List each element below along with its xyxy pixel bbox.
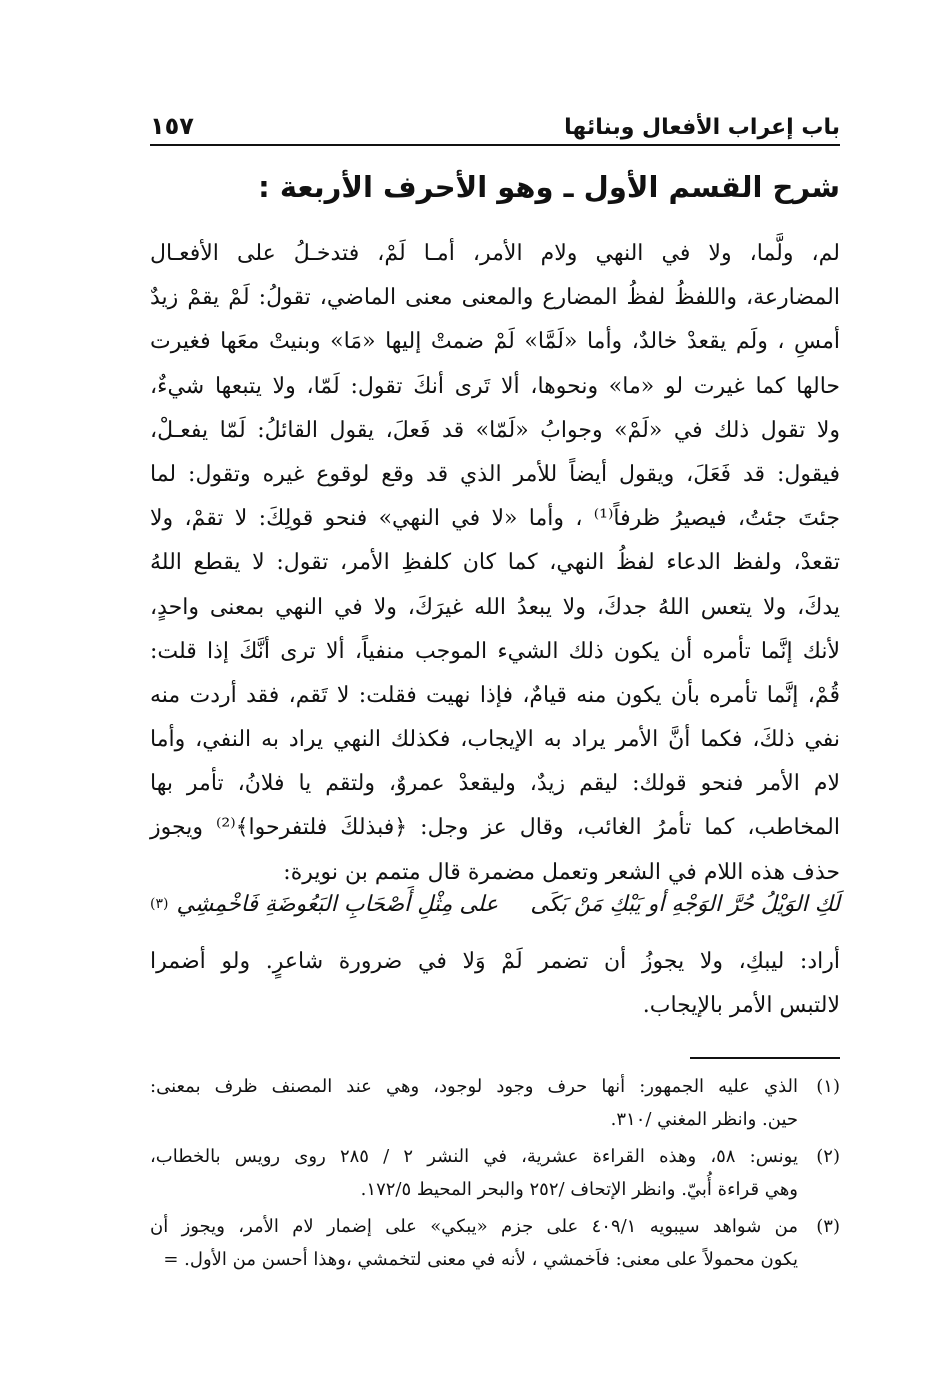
paragraph-line: المضارعة، واللفظُ لفظُ المضارع والمعنى معنى الماضي، تقولُ: لَمْ يقمْ زيدٌ (150, 285, 840, 311)
paragraph-line: لالتبس الأمر بالإيجاب. (642, 993, 840, 1019)
paragraph-line: تقعدْ، ولفظ الدعاء لفظُ النهي، كما كان كلفظِ الأمر، تقول: لا يقطع اللهُ (150, 550, 840, 576)
paragraph-line: أراد: ليبكِ، ولا يجوزُ أن تضمر لَمْ وَلا في ضرورة شاعرٍ. ولو أضمرا (150, 949, 840, 974)
paragraph-line: لام الأمر فنحو قولك: ليقم زيدٌ، وليقعدْ عمروٌ، ولتقم يا فلانُ، تأمر بها (150, 771, 840, 797)
paragraph-line: أمسِ ، ولَم يقعدْ خالدٌ، وأما «لَمَّا» لَمْ ضمتْ إليها «مَا» وبنيتْ معَها فغيرت (150, 329, 840, 355)
paragraph-line: نفي ذلكَ، فكما أنَّ الأمر يراد به الإيجاب، فكذلك النهي يراد به النفي، وأما (150, 727, 840, 753)
footnote-number: (٢) (816, 1146, 840, 1167)
footnote-text (150, 1210, 798, 1276)
footnote-text (150, 1070, 798, 1136)
running-title: باب إعراب الأفعال وبنائها (564, 115, 840, 140)
closing-paragraph (150, 940, 840, 1028)
section-heading: شرح القسم الأول ـ وهو الأحرف الأربعة : (258, 170, 840, 204)
footnotes (150, 1070, 840, 1280)
paragraph-line: حالها كما غيرت لو «ما» ونحوها، ألا تَرى أنكَ تقول: لَمّا، ولا يتبعها شيءٌ، (150, 373, 840, 399)
footnote-line: يكون محمولاً على معنى: فاَخمشي ، لأنه في معنى لتخمشي ،وهذا أحسن من الأول. = (163, 1249, 798, 1270)
paragraph-line: لأنك إنَّما تأمره أن يكون ذلك الشيء الموجب منفياً، ألا ترى أنَّكَ إذا قلت: (150, 638, 840, 664)
footnote (150, 1210, 840, 1276)
footnote-line: وهي قراءة أُبيّ. وانظر الإتحاف /٢٥٢ والبحر المحيط ١٧٢/٥. (360, 1179, 798, 1200)
verse-first-hemistich: لَكِ الوَيْلُ حُرَّ الوَجْهِ أو يَبْكِ مَنْ بَكَى (530, 891, 840, 917)
paragraph-line: لم، ولَّما، ولا في النهي ولام الأمر، أمـا لَمْ، فتدخـلُ على الأفعـال (150, 241, 841, 266)
page-number: ١٥٧ (150, 112, 194, 140)
footnote-line: حين. وانظر المغني /٣١٠. (610, 1109, 798, 1130)
verse-second-hemistich: على مِثْلِ أَصْحَابِ البَعُوضَةِ فَاخْمِشِي (176, 891, 499, 917)
paragraph-line: حذف هذه اللام في الشعر وتعمل مضمرة قال متمم بن نويرة: (283, 859, 840, 885)
paragraph-line: ولا تقول ذلك في «لَمْ» وجوابُ «لَمّا» قد فَعلَ، يقول القائلُ: لَمّا يفعـلْ، (150, 417, 840, 443)
poetry-verse (150, 882, 840, 926)
footnote-line: يونس: ٥٨، وهذه القراءة عشرية، في النشر ٢ / ٢٨٥ روى رويس بالخطاب، (150, 1146, 798, 1167)
footnote-line: من شواهد سيبويه ٤٠٩/١ على جزم «يبكي» على إضمار لام الأمر، ويجوز أن (150, 1216, 798, 1237)
paragraph-line: المخاطب، كما تأمرُ الغائب، وقال عز وجل: ﴿فبذلكَ فلتفرحوا﴾⁽²⁾ ويجوز (150, 815, 840, 841)
footnote (150, 1070, 840, 1136)
footnote-number: (٣) (816, 1216, 840, 1237)
verse-second-hemistich-group (150, 892, 498, 917)
running-head (150, 112, 840, 146)
paragraph-line: فيقول: قد فَعَلَ، ويقول أيضاً للأمر الذي قد وقع لوقوع غيره وتقول: لما (150, 461, 840, 487)
footnote-number: (١) (816, 1076, 840, 1097)
footnote-line: الذي عليه الجمهور: أنها حرف وجود لوجود، وهي عند المصنف ظرف بمعنى: (150, 1076, 799, 1097)
paragraph-line: قُمْ، إنَّما تأمره بأن يكون منه قيامٌ، فإذا نهيت فقلت: لا تَقم، فقد أردت منه (150, 682, 840, 708)
footnote-text (150, 1140, 798, 1206)
main-paragraph (150, 232, 840, 895)
footnote-marker: (٣) (150, 896, 169, 912)
paragraph-line: جئتَ جئتُ، فيصيرُ ظرفاً⁽¹⁾ ، وأما «لا في النهي» فنحو قولِكَ: لا تقمْ، ولا (150, 506, 840, 532)
paragraph-line: يدكَ، ولا يتعس اللهُ جدكَ، ولا يبعدُ الله غيرَكَ، ولا في النهي بمعنى واحدٍ، (150, 594, 840, 620)
footnote-divider (690, 1057, 840, 1059)
footnote (150, 1140, 840, 1206)
